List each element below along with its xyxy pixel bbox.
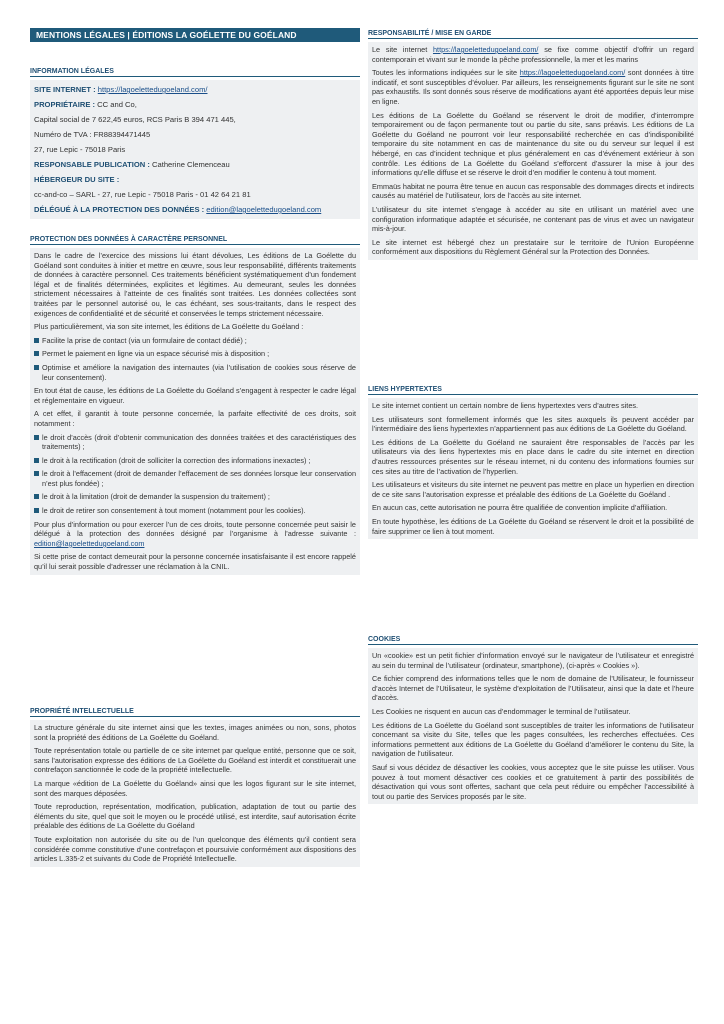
section-title: INFORMATION LÉGALES — [30, 68, 360, 77]
list-item: Optimise et améliore la navigation des internautes (via l’utilisation de cookies sous réserve de leur consentement). — [34, 363, 356, 382]
section-hyperlinks: LIENS HYPERTEXTES Le site internet contient un certain nombre de liens hypertextes vers d’autres sites. Les utilisateurs sont formellement informés que les sites auxquels ils peuvent accéder par l’intermédiaire des liens hypertextes n’appartiennent pas aux éditions de La Goélette du Goéland. Les éditions de La Goélette du Goéland ne sauraient être responsables de l’accès par les utilisateurs via des liens hypertextes mis en place dans le cadre du site internet en direction d’autres ressources présentes sur le réseau internet, ni du contenu des informations fournies sur ces sites au titre de l’activation de l’hyperlien. Les utilisateurs et visiteurs du site internet ne peuvent pas mettre en place un hyperlien en direction de ce site sans l’autorisation expresse et préalable des éditions de La Goélette du Goéland . En aucun cas, cette autorisation ne pourra être qualifiée de convention implicite d’affiliation. En toute hypothèse, les éditions de La Goélette du Goéland se réservent le droit et la possibilité de faire supprimer ce lien à tout moment. — [368, 386, 698, 539]
list-item: le droit d’accès (droit d’obtenir communication des données traitées et des caractéristiques des traitements) ; — [34, 433, 356, 452]
section-title: COOKIES — [368, 636, 698, 645]
dpo-email-link[interactable]: edition@lagoelettedugoeland.com — [206, 205, 322, 214]
list-item: le droit à la limitation (droit de demander la suspension du traitement) ; — [34, 492, 356, 502]
site-link[interactable]: https://lagoelettedugoeland.com/ — [519, 68, 626, 78]
site-link[interactable]: https://lagoelettedugoeland.com/ — [432, 45, 539, 54]
list-item: Permet le paiement en ligne via un espace sécurisé mis à disposition ; — [34, 349, 356, 359]
section-responsibility: RESPONSABILITÉ / MISE EN GARDE Le site internet https://lagoelettedugoeland.com/ se fixe comme objectif d’offrir un regard contemporain et vivant sur le monde la pêche professionnelle, la mer et les marins Toutes les informations indiquées sur le site https://lagoelettedugoeland.com/ sont données à titre indicatif, et sont susceptibles d’évoluer. Par ailleurs, les renseignements figurant sur le site ne sont pas exhaustifs. Ils sont donnés sous réserve de modifications ayant été apportées depuis leur mise en ligne. Les éditions de La Goélette du Goéland se réservent le droit de modifier, d’interrompre temporairement ou de façon permanente tout ou partie du site, sans préavis. Les éditions de La Goélette du Goéland ne pourront voir leur responsabilité recherchée en cas d’indisponibilité temporaire du site notamment en cas de maintenance du site ou du serveur sur lequel il est hébergé, en cas d’incident technique et plus généralement en cas d’événement extérieur à son contrôle. Les éditions de La Goélette du Goéland s’efforcent d’assurer la mise à jour des informations qu’elle diffuse et se réserve le droit d’en modifier le contenu à tout moment. Emmaüs habitat ne pourra être tenue en aucun cas responsable des dommages directs et indirects causés au matériel de l’utilisateur, lors de l’accès au site internet. L’utilisateur du site internet s’engage à accéder au site en utilisant un matériel avec une configuration informatique adaptée et sécurisée, ne contenant pas de virus et avec un navigateur mis-à-jour. Le site internet est hébergé chez un prestataire sur le territoire de l’Union Européenne conformément aux dispositions du Règlement Général sur la Protection des Données. — [368, 30, 698, 260]
section-data-protection: PROTECTION DES DONNÉES À CARACTÈRE PERSONNEL Dans le cadre de l’exercice des missions lui étant dévolues, Les éditions de La Goélette du Goéland sont conduites à initier et mettre en œuvre, sous leur responsabilité, différents traitements de données à caractère personnel. Ces traitements bénéficient systématiquement d’un fondement légal et de finalités déterminées, explicites et légitimes. Au demeurant, seules les données strictement nécessaires à l’atteinte de ces finalités sont traitées. Les données collectées sont traitées par le personnel autorisé ou, le cas échéant, ses sous-traitants, dans le respect des exigences de confidentialité et de sécurité et conservées le temps strictement nécessaire. Plus particulièrement, via son site internet, les éditions de La Goélette du Goéland : Facilite la prise de contact (via un formulaire de contact dédié) ; Permet le paiement en ligne via un espace sécurisé mis à disposition ; Optimise et améliore la navigation des internautes (via l’utilisation de cookies sous réserve de leur consentement). En tout état de cause, les éditions de La Goélette du Goéland s’engagent à respecter le cadre légal et réglementaire en vigueur. A cet effet, il garantit à toute personne concernée, la parfaite effectivité de ces droits, soit notamment : le droit d’accès (droit d’obtenir communication des données traitées et des caractéristiques des traitements) ; le droit à la rectification (droit de solliciter la correction des informations inexactes) ; le droit à l’effacement (droit de demander l’effacement de ses données lorsque leur conservation n’est plus fondée) ; le droit à la limitation (droit de demander la suspension du traitement) ; le droit de retirer son consentement à tout moment (notamment pour les cookies). Pour plus d’information ou pour exercer l’un de ces droits, toute personne concernée peut saisir le délégué à la protection des données désigné par l’organisme à l’adresse suivante : edition@lagoelettedugoeland.com Si cette prise de contact demeurait pour la personne concernée insatisfaisante il est encore rappelé qu’il lui serait possible d’adresser une réclamation à la CNIL. — [30, 236, 360, 575]
site-link[interactable]: https://lagoelettedugoeland.com/ — [97, 85, 208, 94]
list-item: le droit de retirer son consentement à tout moment (notamment pour les cookies). — [34, 506, 356, 516]
section-title: RESPONSABILITÉ / MISE EN GARDE — [368, 30, 698, 39]
dpo-email-link[interactable]: edition@lagoelettedugoeland.com — [34, 538, 145, 548]
section-title: LIENS HYPERTEXTES — [368, 386, 698, 395]
list-item: le droit à l’effacement (droit de demander l’effacement de ses données lorsque leur conservation n’est plus fondée) ; — [34, 469, 356, 488]
section-legal-info: INFORMATION LÉGALES SITE INTERNET : https://lagoelettedugoeland.com/ PROPRIÉTAIRE : CC and Co, Capital social de 7 622,45 euros, RCS Paris B 394 471 445, Numéro de TVA : FR88394471445 27, rue Lepic - 75018 Paris RESPONSABLE PUBLICATION : Catherine Clemenceau HÉBERGEUR DU SITE : cc-and-co – SARL - 27, rue Lepic - 75018 Paris - 01 42 64 21 81 DÉLÉGUÉ À LA PROTECTION DES DONNÉES : edition@lagoelettedugoeland.com — [30, 68, 360, 219]
list-item: le droit à la rectification (droit de solliciter la correction des informations inexactes) ; — [34, 456, 356, 466]
page-title: MENTIONS LÉGALES | ÉDITIONS LA GOÉLETTE DU GOÉLAND — [30, 28, 360, 42]
list-item: Facilite la prise de contact (via un formulaire de contact dédié) ; — [34, 336, 356, 346]
section-cookies: COOKIES Un «cookie» est un petit fichier d’information envoyé sur le navigateur de l’utilisateur et enregistré au sein du terminal de l’utilisateur (ordinateur, smartphone), (ci-après « Cookies »). Ce fichier comprend des informations telles que le nom de domaine de l’Utilisateur, le fournisseur d’accès Internet de l’Utilisateur, le système d’exploitation de l’Utilisateur, ainsi que la date et l’heure d’accès. Les Cookies ne risquent en aucun cas d’endommager le terminal de l’utilisateur. Les éditions de La Goélette du Goéland sont susceptibles de traiter les informations de l’utilisateur concernant sa visite du Site, telles que les pages consultées, les recherches effectuées. Ces informations permettent aux éditions de La Goélette du Goéland d’améliorer le contenu du Site, la navigation de l’utilisateur. Sauf si vous décidez de désactiver les cookies, vous acceptez que le site puisse les utiliser. Vous pouvez à tout moment désactiver ces cookies et ce gratuitement à partir des possibilités de désactivation qui vous sont offertes, sachant que cela peut réduire ou empêcher l’accessibilité à tout ou partie des Services proposés par le site. — [368, 636, 698, 804]
section-intellectual-property: PROPRIÉTÉ INTELLECTUELLE La structure générale du site internet ainsi que les textes, images animées ou non, sons, photos sont la propriété des éditions de La Goélette du Goéland. Toute représentation totale ou partielle de ce site internet par quelque entité, personne que ce soit, sans l’autorisation expresse des éditions de La Goélette du Goéland est interdit et constituerait une contrefaçon sanctionnée le code de la propriété intellectuelle. La marque «édition de La Goélette du Goéland» ainsi que les logos figurant sur le site internet, sont des marques déposées. Toute reproduction, représentation, modification, publication, adaptation de tout ou partie des éléments du site, quel que soit le moyen ou le procédé utilisé, est interdite, sauf autorisation écrite préalable des éditions de La Goélette du Goéland Toute exploitation non autorisée du site ou de l’un quelconque des éléments qu’il contient sera considérée comme constitutive d’une contrefaçon et poursuivie conformément aux dispositions des articles L.335-2 et suivants du Code de Propriété Intellectuelle. — [30, 708, 360, 867]
section-title: PROPRIÉTÉ INTELLECTUELLE — [30, 708, 360, 717]
section-title: PROTECTION DES DONNÉES À CARACTÈRE PERSONNEL — [30, 236, 360, 245]
